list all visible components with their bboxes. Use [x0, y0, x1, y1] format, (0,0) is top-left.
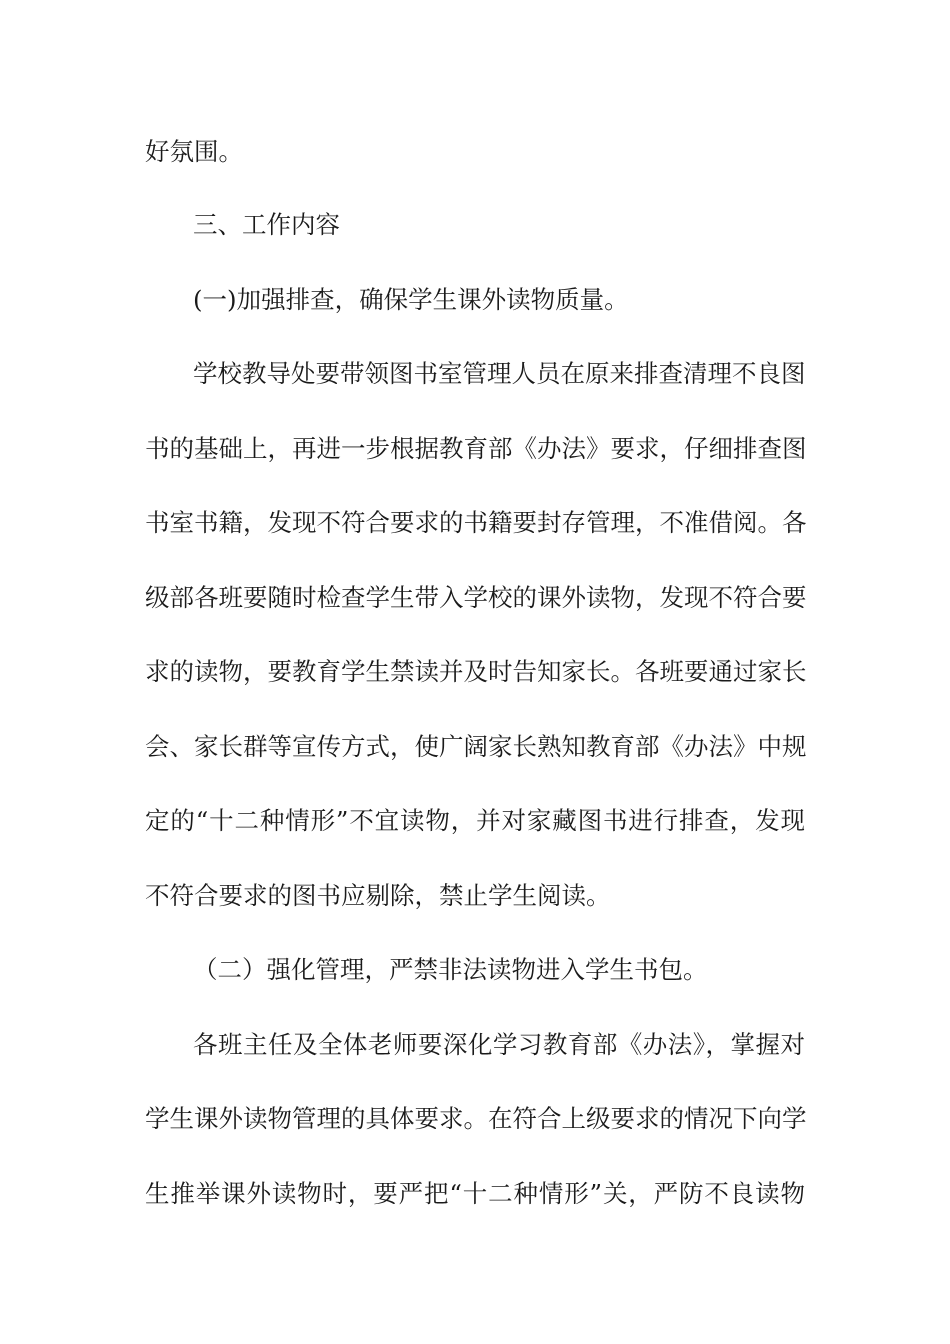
body-line: 定的“十二种情形”不宜读物，并对家藏图书进行排查，发现: [145, 806, 805, 835]
body-line: 生推举课外读物时，要严把“十二种情形”关，严防不良读物: [145, 1179, 805, 1208]
body-line: 求的读物，要教育学生禁读并及时告知家长。各班要通过家长: [145, 657, 807, 686]
paragraph-end-line: 好氛围。: [145, 137, 243, 166]
subsection-heading-2: （二）强化管理，严禁非法读物进入学生书包。: [193, 955, 708, 984]
body-line: 会、家长群等宣传方式，使广阔家长熟知教育部《办法》中规: [145, 732, 807, 761]
body-line: 学生课外读物管理的具体要求。在符合上级要求的情况下向学: [145, 1104, 807, 1133]
body-line: 书的基础上，再进一步根据教育部《办法》要求，仔细排查图: [145, 434, 807, 463]
body-line: 各班主任及全体老师要深化学习教育部《办法》，掌握对: [193, 1030, 805, 1059]
body-line: 级部各班要随时检查学生带入学校的课外读物，发现不符合要: [145, 583, 807, 612]
body-line: 书室书籍，发现不符合要求的书籍要封存管理，不准借阅。各: [145, 508, 807, 537]
section-heading: 三、工作内容: [193, 210, 340, 239]
subsection-heading-1: (一)加强排查，确保学生课外读物质量。: [193, 285, 629, 314]
body-line: 学校教导处要带领图书室管理人员在原来排查清理不良图: [193, 359, 806, 388]
body-line: 不符合要求的图书应剔除，禁止学生阅读。: [145, 881, 611, 910]
